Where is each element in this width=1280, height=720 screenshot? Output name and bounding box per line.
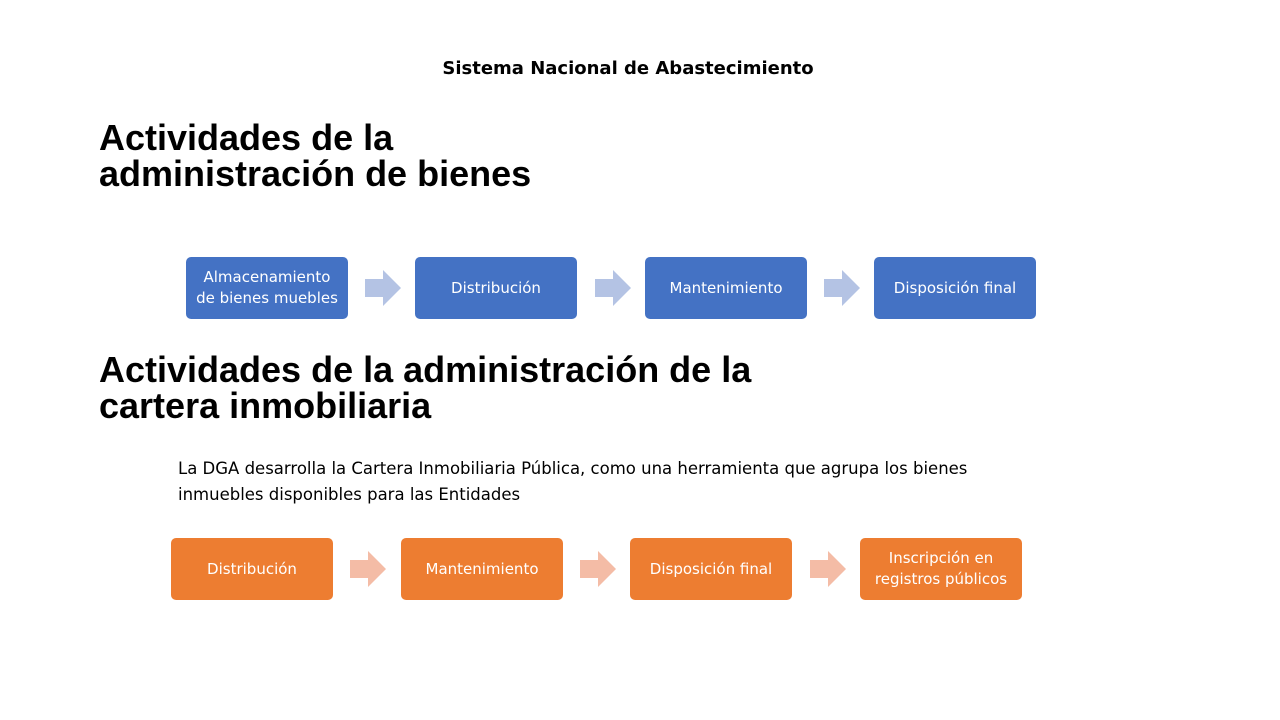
step-label: Disposición final bbox=[649, 559, 773, 578]
step-label: registros públicos bbox=[874, 570, 1008, 588]
step-distribucion bbox=[415, 257, 577, 319]
step-label: Distribución bbox=[451, 278, 541, 297]
heading-bienes-line: Actividades de la bbox=[99, 117, 394, 158]
step-almacenamiento bbox=[186, 257, 348, 319]
step-label: Disposición final bbox=[893, 278, 1017, 297]
step-label: Inscripción en bbox=[888, 549, 994, 567]
description-line: inmuebles disponibles para las Entidades bbox=[178, 485, 521, 504]
flow-bienes bbox=[0, 257, 1280, 319]
arrow-right-icon bbox=[595, 270, 631, 306]
arrow-right-icon bbox=[365, 270, 401, 306]
step-label: de bienes muebles bbox=[196, 289, 338, 307]
slide-title: Sistema Nacional de Abastecimiento bbox=[442, 58, 814, 79]
step-label: Distribución bbox=[207, 559, 297, 578]
arrow-right-icon bbox=[824, 270, 860, 306]
heading-cartera-line: cartera inmobiliaria bbox=[99, 385, 432, 426]
arrow-right-icon bbox=[810, 551, 846, 587]
step-label: Mantenimiento bbox=[669, 278, 783, 297]
description-line: La DGA desarrolla la Cartera Inmobiliaria Pública, como una herramienta que agrupa los bienes bbox=[178, 459, 968, 478]
cartera-description bbox=[178, 456, 967, 508]
step-disposicion-final bbox=[630, 538, 792, 600]
flow-cartera bbox=[0, 538, 1280, 600]
step-mantenimiento bbox=[401, 538, 563, 600]
step-inscripcion-registros bbox=[860, 538, 1022, 600]
step-label: Mantenimiento bbox=[425, 559, 539, 578]
step-label: Almacenamiento bbox=[203, 268, 331, 286]
heading-cartera bbox=[99, 349, 752, 426]
heading-bienes-line: administración de bienes bbox=[99, 153, 532, 194]
arrow-right-icon bbox=[350, 551, 386, 587]
heading-bienes bbox=[99, 117, 532, 194]
arrow-right-icon bbox=[580, 551, 616, 587]
step-distribucion bbox=[171, 538, 333, 600]
step-disposicion-final bbox=[874, 257, 1036, 319]
heading-cartera-line: Actividades de la administración de la bbox=[99, 349, 752, 390]
step-mantenimiento bbox=[645, 257, 807, 319]
